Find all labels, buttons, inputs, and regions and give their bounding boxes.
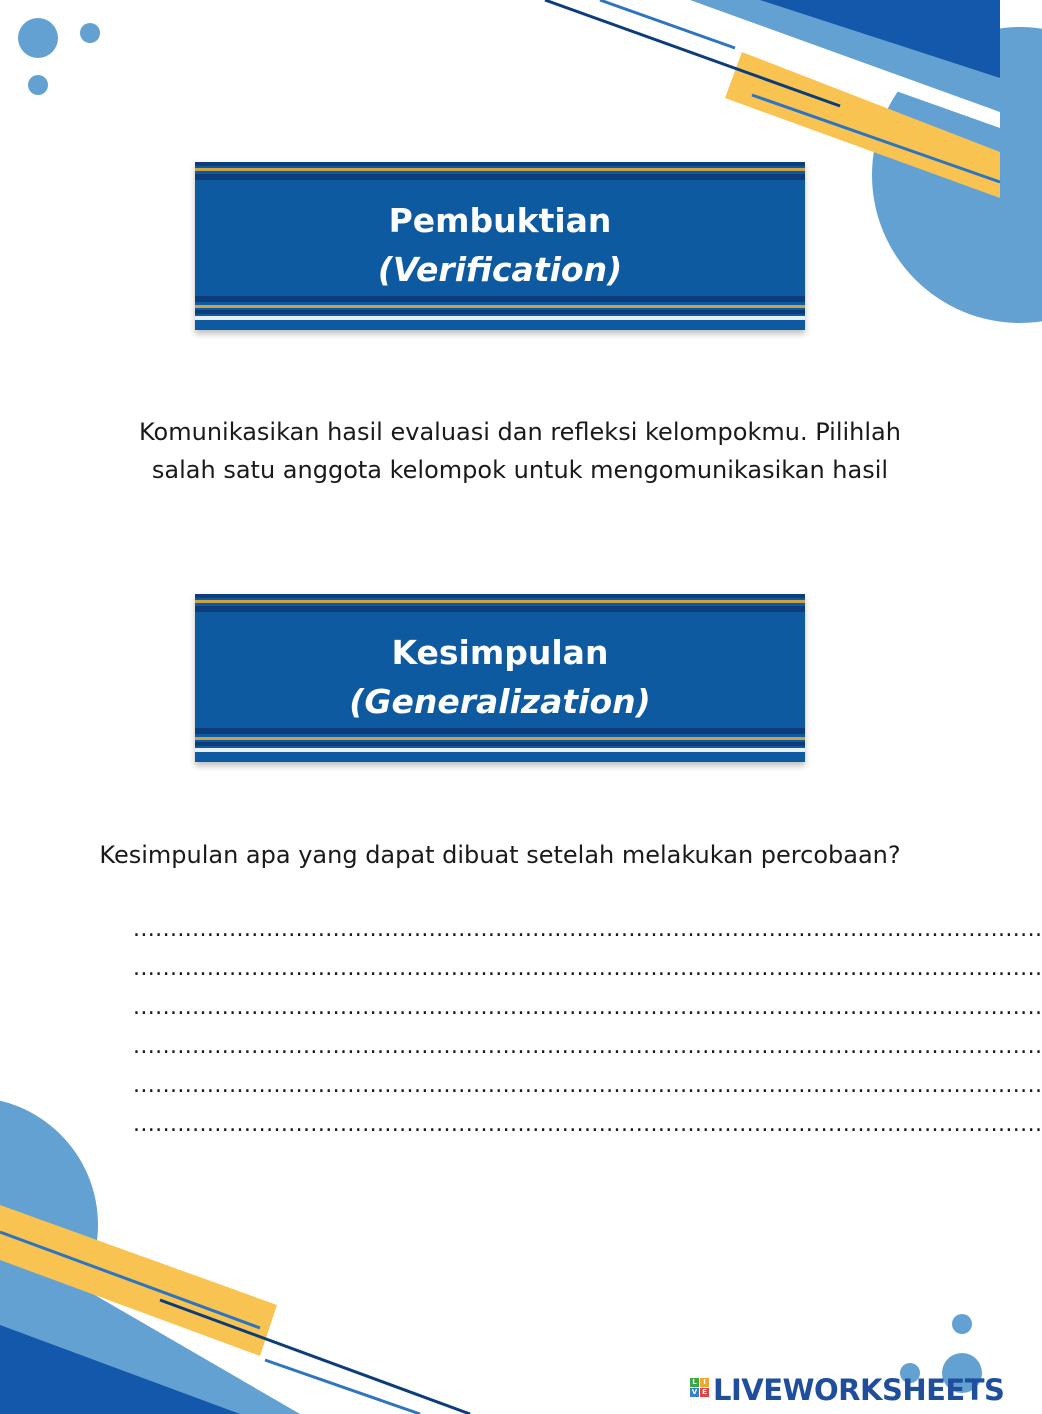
- deco-dot-large: [18, 18, 58, 58]
- deco-dot-small: [80, 23, 100, 43]
- verification-title: Pembuktian: [388, 201, 612, 240]
- generalization-subtitle: (Generalization): [349, 682, 651, 721]
- answer-line[interactable]: ...........................................................................................................................: [133, 1112, 1042, 1137]
- deco-dot-small: [28, 75, 48, 95]
- generalization-question: Kesimpulan apa yang dapat dibuat setelah melakukan percobaan?: [99, 841, 901, 869]
- logo-text: LIVEWORKSHEETS: [713, 1373, 1005, 1407]
- answer-line[interactable]: ...........................................................................................................................: [133, 917, 1042, 942]
- answer-line[interactable]: ...........................................................................................................................: [133, 1073, 1042, 1098]
- generalization-title: Kesimpulan: [391, 633, 609, 672]
- answer-line[interactable]: ...........................................................................................................................: [133, 1034, 1042, 1059]
- verification-instructions: Komunikasikan hasil evaluasi dan refleksi kelompokmu. Pilihlah salah satu anggota kelompok untuk mengomunikasikan hasil: [139, 418, 901, 484]
- answer-line[interactable]: ...........................................................................................................................: [133, 995, 1042, 1020]
- generalization-banner: [195, 594, 805, 762]
- answer-line[interactable]: ...........................................................................................................................: [133, 956, 1042, 981]
- deco-dot-small: [952, 1314, 972, 1334]
- liveworksheets-logo-icon: L I V E: [690, 1375, 710, 1405]
- verification-banner: [195, 162, 805, 330]
- liveworksheets-logo[interactable]: [690, 1372, 1004, 1408]
- verification-subtitle: (Verification): [377, 250, 623, 289]
